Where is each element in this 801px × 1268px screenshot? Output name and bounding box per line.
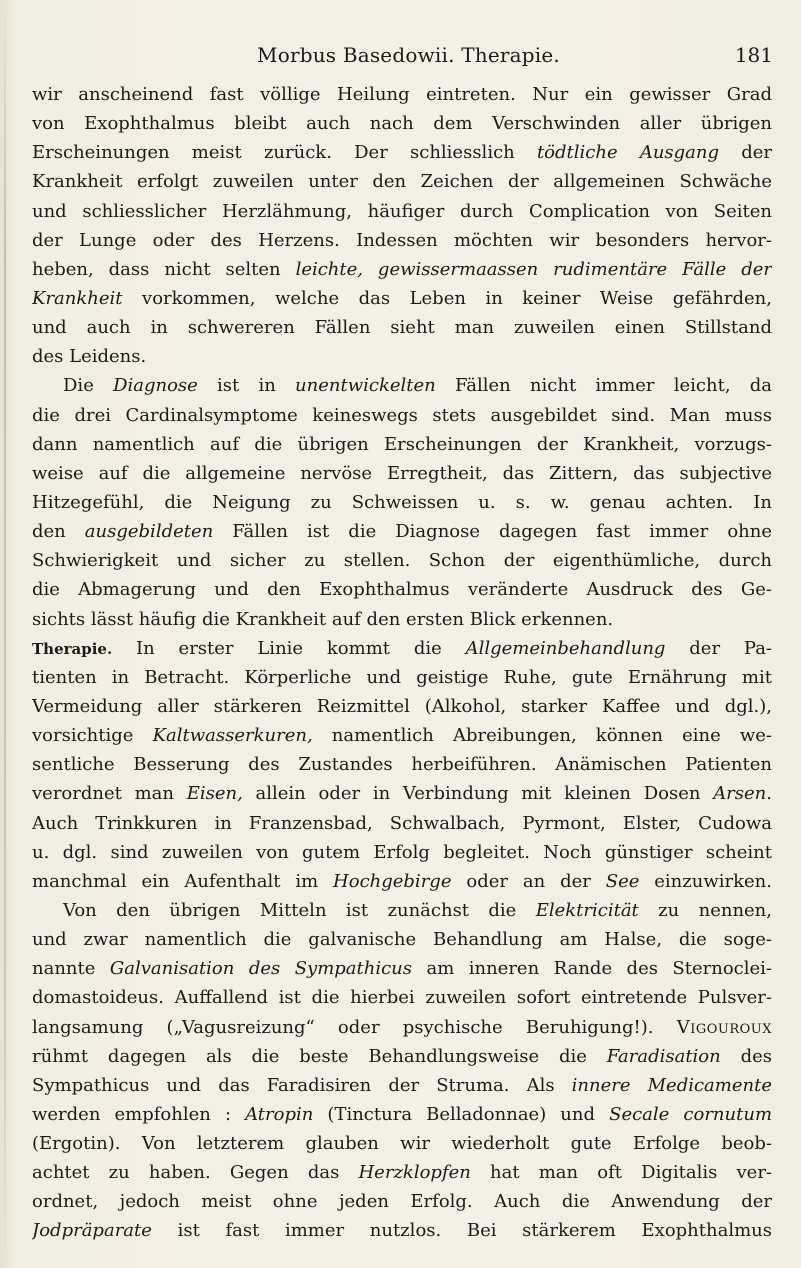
text-run: die Abmagerung und den Exophthalmus veränderte Ausdruck des Ge- xyxy=(32,579,772,601)
text-run: heben, dass nicht selten xyxy=(32,258,296,280)
text-run: Sympathicus und das Faradisiren der Struma. Als xyxy=(32,1074,572,1096)
text-line xyxy=(32,605,772,634)
text-run: Von den übrigen Mitteln ist zunächst die xyxy=(63,899,536,921)
text-run: langsamung („Vagusreizung“ oder psychische Beruhigung!). xyxy=(32,1016,677,1038)
text-line xyxy=(32,983,772,1012)
author-name: Vigouroux xyxy=(676,1016,772,1038)
text-run: manchmal ein Aufenthalt im xyxy=(32,870,334,892)
emphasized-text: Arsen. xyxy=(713,783,772,805)
text-run: sichts lässt häufig die Krankheit auf den ersten Blick erkennen. xyxy=(32,608,614,630)
text-line xyxy=(32,838,772,867)
text-run: und auch in schwereren Fällen sieht man zuweilen einen Stillstand xyxy=(32,317,772,339)
text-line xyxy=(32,896,772,925)
text-run: tienten in Betracht. Körperliche und geistige Ruhe, gute Ernährung mit xyxy=(32,666,772,688)
emphasized-text: Secale cornutum xyxy=(609,1103,772,1125)
text-line xyxy=(32,138,772,167)
text-line xyxy=(32,1216,772,1245)
text-run: nannte xyxy=(32,958,110,980)
text-line xyxy=(32,255,772,284)
text-run: Vermeidung aller stärkeren Reizmittel (Alkohol, starker Kaffee und dgl.), xyxy=(32,695,772,717)
text-line xyxy=(32,1042,772,1071)
text-run: sentliche Besserung des Zustandes herbeiführen. Anämischen Patienten xyxy=(32,754,772,776)
text-line xyxy=(32,546,772,575)
text-line xyxy=(32,692,772,721)
text-run: (Tinctura Belladonnae) und xyxy=(313,1103,610,1125)
emphasized-text: Elektricität xyxy=(535,899,639,921)
text-line xyxy=(32,634,772,663)
emphasized-text: See xyxy=(605,870,640,892)
text-run: des Leidens. xyxy=(32,346,147,368)
emphasized-text: ausgebildeten xyxy=(84,521,214,543)
text-run: oder an der xyxy=(451,870,606,892)
text-run: einzuwirken. xyxy=(639,870,772,892)
text-run: Fällen nicht immer leicht, da xyxy=(435,375,772,397)
text-run: der xyxy=(719,142,772,164)
emphasized-text: Eisen, xyxy=(186,783,243,805)
text-run: achtet zu haben. Gegen das xyxy=(32,1162,359,1184)
text-line xyxy=(32,401,772,430)
text-line xyxy=(32,721,772,750)
text-line xyxy=(32,109,772,138)
text-run: dann namentlich auf die übrigen Erscheinungen der Krankheit, vorzugs- xyxy=(32,433,772,455)
text-run: domastoideus. Auffallend ist die hierbei zuweilen sofort eintretende Pulsver- xyxy=(32,987,772,1009)
text-line xyxy=(32,284,772,313)
text-line xyxy=(32,750,772,779)
text-run: zu nennen, xyxy=(638,899,772,921)
text-line xyxy=(32,1187,772,1216)
text-line xyxy=(32,1100,772,1129)
text-run: Hitzegefühl, die Neigung zu Schweissen u. s. w. genau achten. In xyxy=(32,491,772,513)
text-line xyxy=(32,1071,772,1100)
text-run: der Lunge oder des Herzens. Indessen möchten wir besonders hervor- xyxy=(32,229,772,251)
text-line xyxy=(32,517,772,546)
text-run: Fällen ist die Diagnose dagegen fast immer ohne xyxy=(213,521,772,543)
text-run: rühmt dagegen als die beste Behandlungsweise die xyxy=(32,1045,607,1067)
text-run: Krankheit erfolgt zuweilen unter den Zeichen der allgemeinen Schwäche xyxy=(32,171,772,193)
text-run: In erster Linie kommt die xyxy=(112,637,466,659)
text-line xyxy=(32,488,772,517)
text-run: ist in xyxy=(197,375,296,397)
text-run: (Ergotin). Von letzterem glauben wir wiederholt gute Erfolge beob- xyxy=(32,1133,772,1155)
emphasized-text: Diagnose xyxy=(113,375,198,397)
text-line xyxy=(32,925,772,954)
text-run: u. dgl. sind zuweilen von gutem Erfolg begleitet. Noch günstiger scheint xyxy=(32,841,772,863)
emphasized-text: Jodpräparate xyxy=(32,1220,152,1242)
text-line xyxy=(32,779,772,808)
text-run: weise auf die allgemeine nervöse Erregtheit, das Zittern, das subjective xyxy=(32,462,772,484)
emphasized-text: Faradisation xyxy=(606,1045,721,1067)
emphasized-text: Allgemeinbehandlung xyxy=(465,637,666,659)
text-run: Auch Trinkkuren in Franzensbad, Schwalbach, Pyrmont, Elster, Cudowa xyxy=(32,812,772,834)
text-line xyxy=(32,867,772,896)
text-run: Die xyxy=(63,375,114,397)
text-run: und schliesslicher Herzlähmung, häufiger durch Complication von Seiten xyxy=(32,200,772,222)
text-run: und zwar namentlich die galvanische Behandlung am Halse, die soge- xyxy=(32,929,772,951)
text-line xyxy=(32,459,772,488)
text-line xyxy=(32,197,772,226)
text-line xyxy=(32,1129,772,1158)
text-run: werden empfohlen : xyxy=(32,1103,246,1125)
emphasized-text: Galvanisation des Sympathicus xyxy=(109,958,413,980)
text-line xyxy=(32,371,772,400)
text-run: die drei Cardinalsymptome keineswegs stets ausgebildet sind. Man muss xyxy=(32,404,772,426)
text-line xyxy=(32,80,772,109)
text-run: hat man oft Digitalis ver- xyxy=(470,1162,772,1184)
running-title: Morbus Basedowii. Therapie. xyxy=(257,43,560,67)
text-run: ordnet, jedoch meist ohne jeden Erfolg. Auch die Anwendung der xyxy=(32,1191,772,1213)
text-line xyxy=(32,313,772,342)
text-run: von Exophthalmus bleibt auch nach dem Verschwinden aller übrigen xyxy=(32,113,772,135)
text-line xyxy=(32,167,772,196)
text-run: der Pa- xyxy=(665,637,772,659)
emphasized-text: Kaltwasserkuren, xyxy=(152,725,313,747)
text-run: allein oder in Verbindung mit kleinen Dosen xyxy=(242,783,714,805)
text-line xyxy=(32,342,772,371)
emphasized-text: Krankheit xyxy=(32,287,123,309)
emphasized-text: tödtliche Ausgang xyxy=(536,142,720,164)
text-run: wir anscheinend fast völlige Heilung eintreten. Nur ein gewisser Grad xyxy=(32,84,772,105)
text-line xyxy=(32,430,772,459)
text-line xyxy=(32,575,772,604)
text-run: Schwierigkeit und sicher zu stellen. Schon der eigenthümliche, durch xyxy=(32,550,772,572)
text-run: des xyxy=(720,1045,772,1067)
text-run: am inneren Rande des Sternoclei- xyxy=(412,958,772,980)
emphasized-text: leichte, gewissermaassen rudimentäre Fälle der xyxy=(295,258,772,280)
emphasized-text: innere Medicamente xyxy=(571,1074,772,1096)
text-run: den xyxy=(32,521,85,543)
emphasized-text: unentwickelten xyxy=(295,375,436,397)
text-run: vorkommen, welche das Leben in keiner Weise gefährden, xyxy=(122,287,772,309)
page-gutter-shadow xyxy=(4,0,6,1268)
text-line xyxy=(32,226,772,255)
text-line xyxy=(32,1158,772,1187)
text-run: verordnet man xyxy=(32,783,187,805)
text-run: vorsichtige xyxy=(32,725,153,747)
body-text xyxy=(32,80,772,1246)
text-run: Erscheinungen meist zurück. Der schliesslich xyxy=(32,142,537,164)
text-run: ist fast immer nutzlos. Bei stärkerem Exophthalmus xyxy=(151,1220,772,1242)
emphasized-text: Atropin xyxy=(245,1103,314,1125)
text-line xyxy=(32,663,772,692)
text-line xyxy=(32,809,772,838)
text-line xyxy=(32,954,772,983)
page-number: 181 xyxy=(734,43,773,67)
text-line xyxy=(32,1013,772,1042)
section-label: Therapie. xyxy=(32,639,113,658)
emphasized-text: Herzklopfen xyxy=(358,1162,471,1184)
running-header xyxy=(44,42,773,68)
emphasized-text: Hochgebirge xyxy=(333,870,452,892)
text-run: namentlich Abreibungen, können eine we- xyxy=(312,725,772,747)
